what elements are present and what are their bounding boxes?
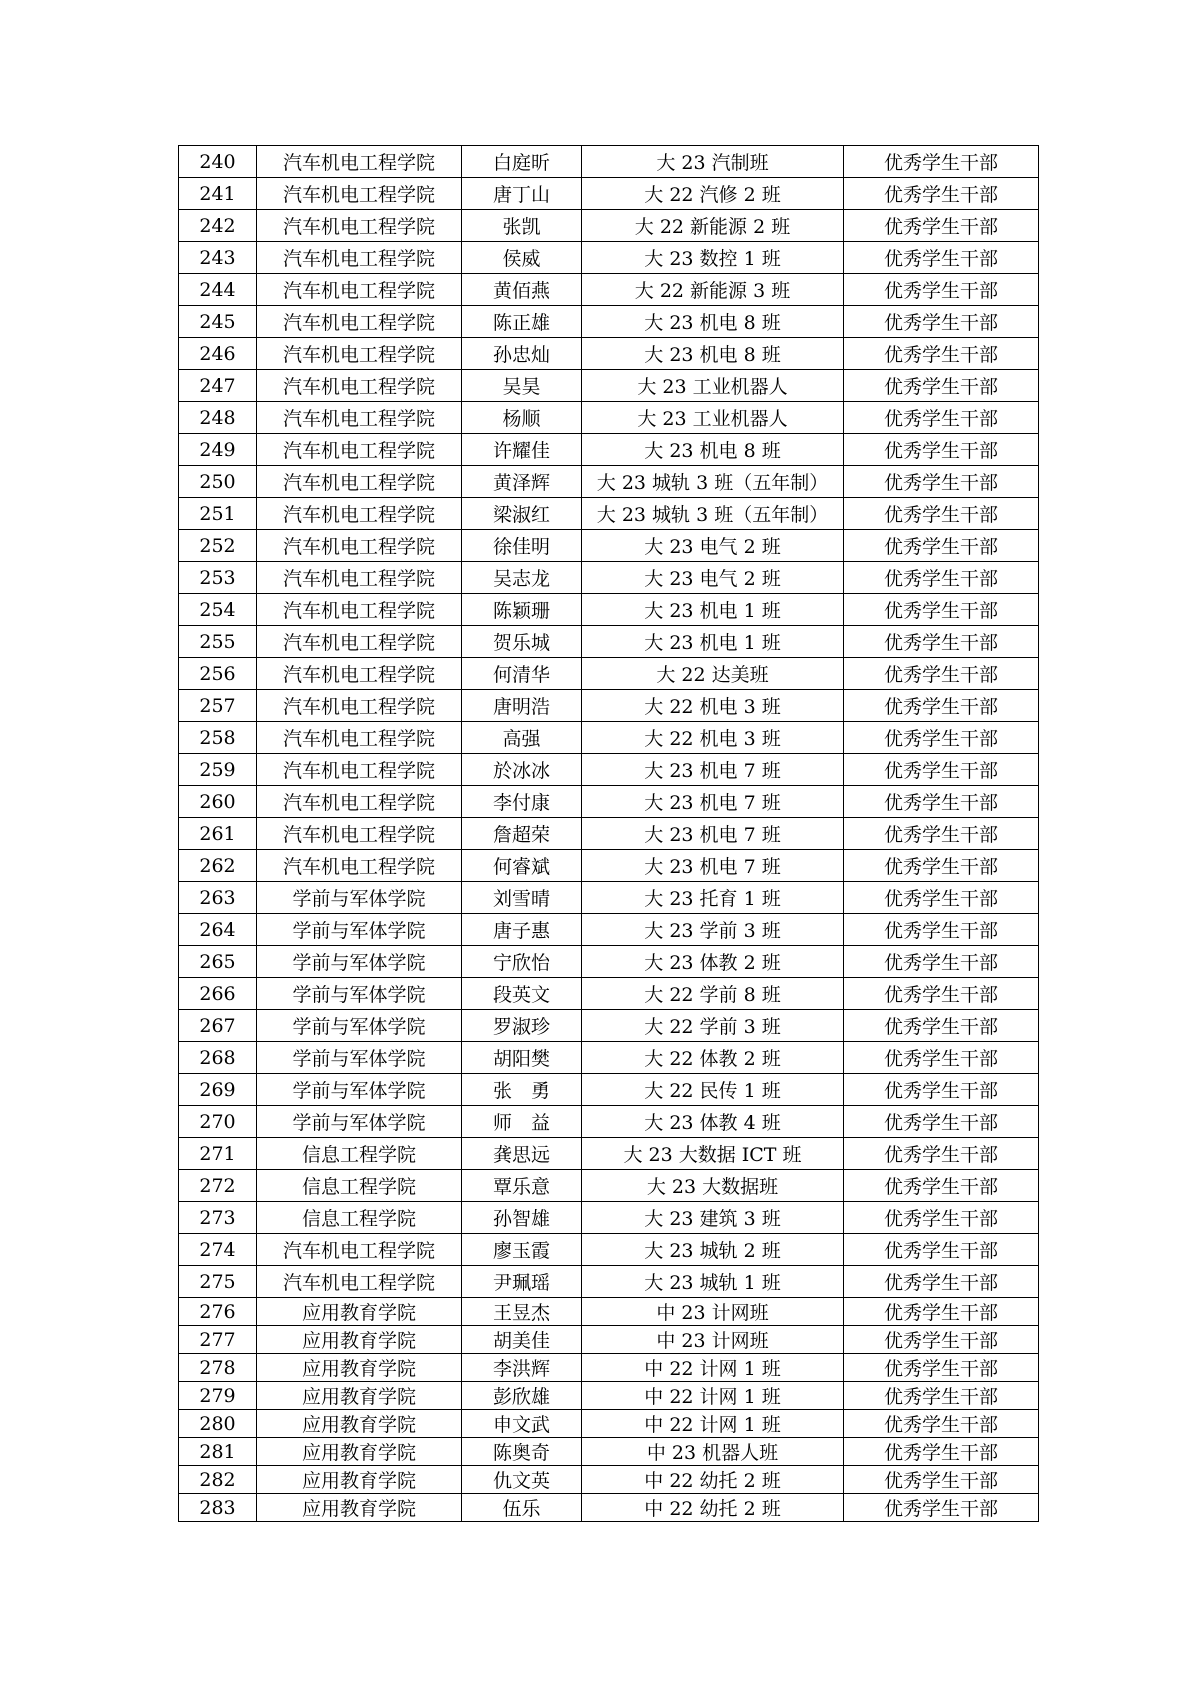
table-row: [179, 530, 1039, 562]
student-name-cell: 廖玉霞: [462, 1234, 582, 1266]
class-cell: 大 23 机电 1 班: [582, 594, 844, 626]
class-cell: 中 22 幼托 2 班: [582, 1494, 844, 1522]
table-row: [179, 882, 1039, 914]
college-cell: 汽车机电工程学院: [257, 306, 462, 338]
student-name-cell: 伍乐: [462, 1494, 582, 1522]
college-cell: 学前与军体学院: [257, 1074, 462, 1106]
college-cell: 应用教育学院: [257, 1494, 462, 1522]
award-cell: 优秀学生干部: [844, 146, 1039, 178]
table-row: [179, 1466, 1039, 1494]
class-cell: 大 23 城轨 1 班: [582, 1266, 844, 1298]
college-cell: 应用教育学院: [257, 1298, 462, 1326]
row-number-cell: 241: [179, 178, 257, 210]
college-cell: 汽车机电工程学院: [257, 818, 462, 850]
row-number-cell: 255: [179, 626, 257, 658]
award-cell: 优秀学生干部: [844, 690, 1039, 722]
class-cell: 大 23 建筑 3 班: [582, 1202, 844, 1234]
table-row: [179, 1010, 1039, 1042]
award-cell: 优秀学生干部: [844, 1438, 1039, 1466]
row-number-cell: 251: [179, 498, 257, 530]
table-row: [179, 594, 1039, 626]
row-number-cell: 262: [179, 850, 257, 882]
student-name-cell: 於冰冰: [462, 754, 582, 786]
college-cell: 汽车机电工程学院: [257, 754, 462, 786]
student-name-cell: 何睿斌: [462, 850, 582, 882]
class-cell: 大 22 机电 3 班: [582, 690, 844, 722]
row-number-cell: 263: [179, 882, 257, 914]
table-row: [179, 1042, 1039, 1074]
table-row: [179, 1106, 1039, 1138]
table-row: [179, 1410, 1039, 1438]
table-row: [179, 338, 1039, 370]
class-cell: 中 23 计网班: [582, 1326, 844, 1354]
class-cell: 中 23 计网班: [582, 1298, 844, 1326]
college-cell: 汽车机电工程学院: [257, 786, 462, 818]
award-cell: 优秀学生干部: [844, 402, 1039, 434]
award-cell: 优秀学生干部: [844, 1074, 1039, 1106]
student-name-cell: 王昱杰: [462, 1298, 582, 1326]
row-number-cell: 261: [179, 818, 257, 850]
college-cell: 汽车机电工程学院: [257, 562, 462, 594]
row-number-cell: 259: [179, 754, 257, 786]
student-name-cell: 刘雪晴: [462, 882, 582, 914]
table-row: [179, 1354, 1039, 1382]
class-cell: 大 23 大数据 ICT 班: [582, 1138, 844, 1170]
table-row: [179, 1138, 1039, 1170]
student-name-cell: 何清华: [462, 658, 582, 690]
college-cell: 汽车机电工程学院: [257, 690, 462, 722]
college-cell: 应用教育学院: [257, 1466, 462, 1494]
college-cell: 汽车机电工程学院: [257, 594, 462, 626]
class-cell: 大 23 机电 8 班: [582, 434, 844, 466]
table-row: [179, 1202, 1039, 1234]
award-cell: 优秀学生干部: [844, 722, 1039, 754]
award-cell: 优秀学生干部: [844, 850, 1039, 882]
student-name-cell: 贺乐城: [462, 626, 582, 658]
class-cell: 大 23 城轨 2 班: [582, 1234, 844, 1266]
college-cell: 信息工程学院: [257, 1202, 462, 1234]
student-name-cell: 吴志龙: [462, 562, 582, 594]
award-cell: 优秀学生干部: [844, 818, 1039, 850]
table-row: [179, 850, 1039, 882]
table-row: [179, 306, 1039, 338]
row-number-cell: 281: [179, 1438, 257, 1466]
college-cell: 信息工程学院: [257, 1170, 462, 1202]
row-number-cell: 267: [179, 1010, 257, 1042]
table-row: [179, 626, 1039, 658]
class-cell: 大 22 达美班: [582, 658, 844, 690]
award-cell: 优秀学生干部: [844, 466, 1039, 498]
table-row: [179, 466, 1039, 498]
award-cell: 优秀学生干部: [844, 210, 1039, 242]
table-row: [179, 754, 1039, 786]
college-cell: 信息工程学院: [257, 1138, 462, 1170]
student-name-cell: 宁欣怡: [462, 946, 582, 978]
college-cell: 汽车机电工程学院: [257, 242, 462, 274]
award-cell: 优秀学生干部: [844, 786, 1039, 818]
student-name-cell: 申文武: [462, 1410, 582, 1438]
student-name-cell: 龚思远: [462, 1138, 582, 1170]
table-row: [179, 1266, 1039, 1298]
row-number-cell: 243: [179, 242, 257, 274]
award-cell: 优秀学生干部: [844, 978, 1039, 1010]
college-cell: 汽车机电工程学院: [257, 274, 462, 306]
award-cell: 优秀学生干部: [844, 306, 1039, 338]
student-name-cell: 詹超荣: [462, 818, 582, 850]
table-row: [179, 1170, 1039, 1202]
award-cell: 优秀学生干部: [844, 1354, 1039, 1382]
student-name-cell: 师 益: [462, 1106, 582, 1138]
student-name-cell: 仇文英: [462, 1466, 582, 1494]
row-number-cell: 265: [179, 946, 257, 978]
row-number-cell: 269: [179, 1074, 257, 1106]
class-cell: 大 23 工业机器人: [582, 402, 844, 434]
class-cell: 大 23 机电 7 班: [582, 786, 844, 818]
class-cell: 大 22 学前 8 班: [582, 978, 844, 1010]
class-cell: 大 23 数控 1 班: [582, 242, 844, 274]
table-row: [179, 434, 1039, 466]
row-number-cell: 283: [179, 1494, 257, 1522]
class-cell: 大 23 学前 3 班: [582, 914, 844, 946]
award-cell: 优秀学生干部: [844, 1266, 1039, 1298]
class-cell: 大 22 学前 3 班: [582, 1010, 844, 1042]
college-cell: 汽车机电工程学院: [257, 338, 462, 370]
table-row: [179, 818, 1039, 850]
college-cell: 学前与军体学院: [257, 882, 462, 914]
table-row: [179, 1382, 1039, 1410]
award-cell: 优秀学生干部: [844, 1410, 1039, 1438]
award-cell: 优秀学生干部: [844, 370, 1039, 402]
student-name-cell: 陈正雄: [462, 306, 582, 338]
row-number-cell: 280: [179, 1410, 257, 1438]
class-cell: 大 22 新能源 2 班: [582, 210, 844, 242]
table-row: [179, 274, 1039, 306]
table-row: [179, 498, 1039, 530]
award-cell: 优秀学生干部: [844, 1202, 1039, 1234]
award-cell: 优秀学生干部: [844, 914, 1039, 946]
college-cell: 汽车机电工程学院: [257, 498, 462, 530]
table-row: [179, 786, 1039, 818]
award-cell: 优秀学生干部: [844, 498, 1039, 530]
award-cell: 优秀学生干部: [844, 882, 1039, 914]
table-row: [179, 1494, 1039, 1522]
student-name-cell: 张凯: [462, 210, 582, 242]
student-name-cell: 尹珮瑶: [462, 1266, 582, 1298]
class-cell: 中 22 计网 1 班: [582, 1410, 844, 1438]
college-cell: 应用教育学院: [257, 1382, 462, 1410]
row-number-cell: 254: [179, 594, 257, 626]
student-name-cell: 唐明浩: [462, 690, 582, 722]
row-number-cell: 258: [179, 722, 257, 754]
student-name-cell: 高强: [462, 722, 582, 754]
class-cell: 中 22 幼托 2 班: [582, 1466, 844, 1494]
college-cell: 汽车机电工程学院: [257, 178, 462, 210]
row-number-cell: 245: [179, 306, 257, 338]
class-cell: 大 23 大数据班: [582, 1170, 844, 1202]
award-cell: 优秀学生干部: [844, 946, 1039, 978]
row-number-cell: 276: [179, 1298, 257, 1326]
row-number-cell: 272: [179, 1170, 257, 1202]
class-cell: 中 23 机器人班: [582, 1438, 844, 1466]
roster-body: [179, 146, 1039, 1522]
class-cell: 大 23 城轨 3 班（五年制）: [582, 466, 844, 498]
row-number-cell: 277: [179, 1326, 257, 1354]
table-row: [179, 690, 1039, 722]
award-cell: 优秀学生干部: [844, 562, 1039, 594]
row-number-cell: 256: [179, 658, 257, 690]
class-cell: 大 23 工业机器人: [582, 370, 844, 402]
student-name-cell: 罗淑珍: [462, 1010, 582, 1042]
student-name-cell: 段英文: [462, 978, 582, 1010]
class-cell: 大 23 电气 2 班: [582, 562, 844, 594]
student-name-cell: 唐丁山: [462, 178, 582, 210]
row-number-cell: 257: [179, 690, 257, 722]
class-cell: 大 23 汽制班: [582, 146, 844, 178]
row-number-cell: 253: [179, 562, 257, 594]
student-name-cell: 李洪辉: [462, 1354, 582, 1382]
award-cell: 优秀学生干部: [844, 338, 1039, 370]
table-row: [179, 914, 1039, 946]
award-cell: 优秀学生干部: [844, 1042, 1039, 1074]
student-name-cell: 徐佳明: [462, 530, 582, 562]
college-cell: 学前与军体学院: [257, 946, 462, 978]
table-row: [179, 1298, 1039, 1326]
award-cell: 优秀学生干部: [844, 1494, 1039, 1522]
college-cell: 学前与军体学院: [257, 1010, 462, 1042]
class-cell: 大 22 体教 2 班: [582, 1042, 844, 1074]
class-cell: 大 22 汽修 2 班: [582, 178, 844, 210]
table-row: [179, 978, 1039, 1010]
row-number-cell: 264: [179, 914, 257, 946]
award-cell: 优秀学生干部: [844, 434, 1039, 466]
college-cell: 学前与军体学院: [257, 978, 462, 1010]
college-cell: 汽车机电工程学院: [257, 434, 462, 466]
table-row: [179, 242, 1039, 274]
row-number-cell: 250: [179, 466, 257, 498]
class-cell: 大 22 新能源 3 班: [582, 274, 844, 306]
row-number-cell: 247: [179, 370, 257, 402]
class-cell: 大 23 托育 1 班: [582, 882, 844, 914]
student-name-cell: 李付康: [462, 786, 582, 818]
row-number-cell: 268: [179, 1042, 257, 1074]
award-cell: 优秀学生干部: [844, 1382, 1039, 1410]
class-cell: 大 22 民传 1 班: [582, 1074, 844, 1106]
table-row: [179, 1234, 1039, 1266]
class-cell: 大 23 机电 7 班: [582, 850, 844, 882]
award-cell: 优秀学生干部: [844, 594, 1039, 626]
class-cell: 中 22 计网 1 班: [582, 1382, 844, 1410]
award-cell: 优秀学生干部: [844, 658, 1039, 690]
college-cell: 应用教育学院: [257, 1438, 462, 1466]
class-cell: 大 23 机电 7 班: [582, 754, 844, 786]
college-cell: 汽车机电工程学院: [257, 466, 462, 498]
award-cell: 优秀学生干部: [844, 626, 1039, 658]
college-cell: 汽车机电工程学院: [257, 402, 462, 434]
class-cell: 大 23 电气 2 班: [582, 530, 844, 562]
class-cell: 大 22 机电 3 班: [582, 722, 844, 754]
table-row: [179, 562, 1039, 594]
class-cell: 中 22 计网 1 班: [582, 1354, 844, 1382]
row-number-cell: 240: [179, 146, 257, 178]
student-name-cell: 孙智雄: [462, 1202, 582, 1234]
college-cell: 汽车机电工程学院: [257, 1234, 462, 1266]
row-number-cell: 252: [179, 530, 257, 562]
class-cell: 大 23 体教 4 班: [582, 1106, 844, 1138]
row-number-cell: 249: [179, 434, 257, 466]
table-row: [179, 402, 1039, 434]
college-cell: 汽车机电工程学院: [257, 210, 462, 242]
student-name-cell: 黄佰燕: [462, 274, 582, 306]
college-cell: 汽车机电工程学院: [257, 370, 462, 402]
table-row: [179, 1074, 1039, 1106]
college-cell: 学前与军体学院: [257, 914, 462, 946]
award-cell: 优秀学生干部: [844, 1010, 1039, 1042]
college-cell: 汽车机电工程学院: [257, 146, 462, 178]
table-row: [179, 210, 1039, 242]
college-cell: 学前与军体学院: [257, 1042, 462, 1074]
class-cell: 大 23 机电 8 班: [582, 338, 844, 370]
row-number-cell: 273: [179, 1202, 257, 1234]
college-cell: 汽车机电工程学院: [257, 626, 462, 658]
award-cell: 优秀学生干部: [844, 242, 1039, 274]
row-number-cell: 260: [179, 786, 257, 818]
class-cell: 大 23 机电 1 班: [582, 626, 844, 658]
table-row: [179, 946, 1039, 978]
award-roster-table: [178, 145, 1039, 1522]
table-row: [179, 370, 1039, 402]
award-cell: 优秀学生干部: [844, 178, 1039, 210]
table-row: [179, 722, 1039, 754]
table-row: [179, 1326, 1039, 1354]
class-cell: 大 23 体教 2 班: [582, 946, 844, 978]
college-cell: 汽车机电工程学院: [257, 1266, 462, 1298]
award-cell: 优秀学生干部: [844, 1138, 1039, 1170]
class-cell: 大 23 城轨 3 班（五年制）: [582, 498, 844, 530]
row-number-cell: 274: [179, 1234, 257, 1266]
row-number-cell: 275: [179, 1266, 257, 1298]
award-cell: 优秀学生干部: [844, 1466, 1039, 1494]
table-row: [179, 178, 1039, 210]
row-number-cell: 279: [179, 1382, 257, 1410]
row-number-cell: 244: [179, 274, 257, 306]
award-cell: 优秀学生干部: [844, 1234, 1039, 1266]
row-number-cell: 242: [179, 210, 257, 242]
student-name-cell: 唐子惠: [462, 914, 582, 946]
award-cell: 优秀学生干部: [844, 274, 1039, 306]
college-cell: 汽车机电工程学院: [257, 530, 462, 562]
table-row: [179, 658, 1039, 690]
award-cell: 优秀学生干部: [844, 1106, 1039, 1138]
college-cell: 汽车机电工程学院: [257, 850, 462, 882]
student-name-cell: 胡阳樊: [462, 1042, 582, 1074]
class-cell: 大 23 机电 7 班: [582, 818, 844, 850]
award-cell: 优秀学生干部: [844, 1298, 1039, 1326]
student-name-cell: 张 勇: [462, 1074, 582, 1106]
row-number-cell: 282: [179, 1466, 257, 1494]
table-row: [179, 146, 1039, 178]
student-name-cell: 陈颖珊: [462, 594, 582, 626]
award-cell: 优秀学生干部: [844, 530, 1039, 562]
class-cell: 大 23 机电 8 班: [582, 306, 844, 338]
student-name-cell: 陈奥奇: [462, 1438, 582, 1466]
student-name-cell: 黄泽辉: [462, 466, 582, 498]
row-number-cell: 248: [179, 402, 257, 434]
row-number-cell: 278: [179, 1354, 257, 1382]
award-cell: 优秀学生干部: [844, 1326, 1039, 1354]
student-name-cell: 许耀佳: [462, 434, 582, 466]
student-name-cell: 吴昊: [462, 370, 582, 402]
student-name-cell: 覃乐意: [462, 1170, 582, 1202]
award-cell: 优秀学生干部: [844, 1170, 1039, 1202]
row-number-cell: 266: [179, 978, 257, 1010]
college-cell: 应用教育学院: [257, 1326, 462, 1354]
college-cell: 学前与军体学院: [257, 1106, 462, 1138]
college-cell: 汽车机电工程学院: [257, 722, 462, 754]
student-name-cell: 白庭昕: [462, 146, 582, 178]
row-number-cell: 271: [179, 1138, 257, 1170]
row-number-cell: 270: [179, 1106, 257, 1138]
student-name-cell: 胡美佳: [462, 1326, 582, 1354]
student-name-cell: 彭欣雄: [462, 1382, 582, 1410]
student-name-cell: 梁淑红: [462, 498, 582, 530]
student-name-cell: 杨顺: [462, 402, 582, 434]
student-name-cell: 侯威: [462, 242, 582, 274]
student-name-cell: 孙忠灿: [462, 338, 582, 370]
award-cell: 优秀学生干部: [844, 754, 1039, 786]
college-cell: 汽车机电工程学院: [257, 658, 462, 690]
college-cell: 应用教育学院: [257, 1354, 462, 1382]
row-number-cell: 246: [179, 338, 257, 370]
college-cell: 应用教育学院: [257, 1410, 462, 1438]
table-row: [179, 1438, 1039, 1466]
